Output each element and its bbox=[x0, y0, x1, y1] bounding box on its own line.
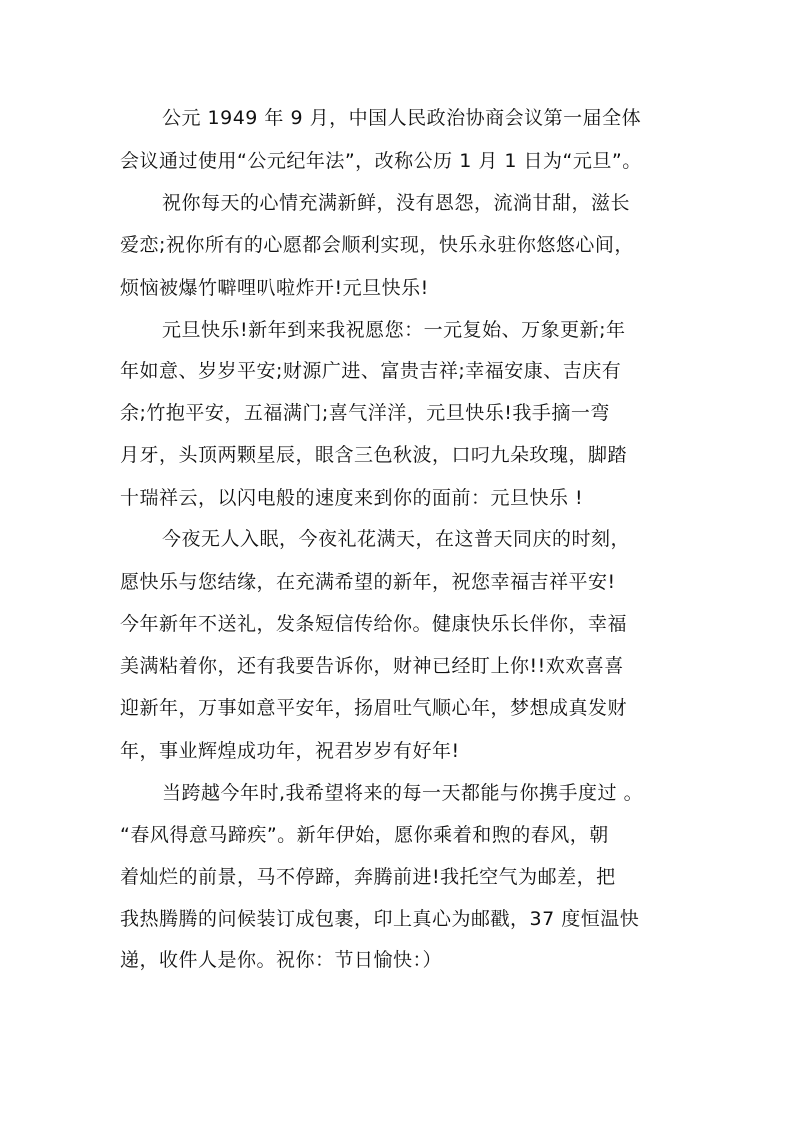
paragraph-4-line-4: 美满粘着你，还有我要告诉你，财神已经盯上你!!欢欢喜喜 bbox=[120, 655, 624, 677]
paragraph-5-line-5: 递，收件人是你。祝你：节日愉快：） bbox=[120, 949, 443, 971]
paragraph-5-line-3: 着灿烂的前景，马不停蹄，奔腾前进!我托空气为邮差，把 bbox=[120, 866, 616, 888]
paragraph-4-line-5: 迎新年，万事如意平安年，扬眉吐气顺心年，梦想成真发财 bbox=[120, 697, 628, 719]
paragraph-4-line-1: 今夜无人入眠，今夜礼花满天，在这普天同庆的时刻， bbox=[162, 528, 631, 550]
paragraph-2-line-1: 祝你每天的心情充满新鲜，没有恩怨，流淌甘甜，滋长 bbox=[162, 192, 631, 214]
paragraph-4-line-3: 今年新年不送礼，发条短信传给你。健康快乐长伴你，幸福 bbox=[120, 613, 628, 635]
paragraph-5-line-2: “春风得意马蹄疾”。新年伊始，愿你乘着和煦的春风，朝 bbox=[120, 824, 609, 846]
paragraph-3-line-5: 十瑞祥云，以闪电般的速度来到你的面前：元旦快乐 ! bbox=[120, 487, 584, 509]
paragraph-2-line-3: 烦恼被爆竹噼哩叭啦炸开!元旦快乐! bbox=[120, 277, 429, 299]
paragraph-5-line-4: 我热腾腾的问候装订成包裹，印上真心为邮戳，37 度恒温快 bbox=[120, 908, 640, 930]
paragraph-5-line-1: 当跨越今年时,我希望将来的每一天都能与你携手度过 。 bbox=[162, 782, 644, 804]
paragraph-2-line-2: 爱恋;祝你所有的心愿都会顺利实现，快乐永驻你悠悠心间， bbox=[120, 234, 634, 256]
paragraph-1-line-1: 公元 1949 年 9 月，中国人民政治协商会议第一届全体 bbox=[162, 107, 642, 129]
paragraph-3-line-1: 元旦快乐!新年到来我祝愿您：一元复始、万象更新;年 bbox=[162, 319, 626, 341]
paragraph-3-line-2: 年如意、岁岁平安;财源广进、富贵吉祥;幸福安康、吉庆有 bbox=[120, 360, 622, 382]
paragraph-4-line-2: 愿快乐与您结缘，在充满希望的新年，祝您幸福吉祥平安! bbox=[120, 571, 616, 593]
paragraph-1-line-2: 会议通过使用“公元纪年法”，改称公历 1 月 1 日为“元旦”。 bbox=[120, 150, 642, 172]
paragraph-3-line-4: 月牙，头顶两颗星辰，眼含三色秋波，口叼九朵玫瑰，脚踏 bbox=[120, 444, 628, 466]
paragraph-4-line-6: 年，事业辉煌成功年，祝君岁岁有好年! bbox=[120, 740, 460, 762]
paragraph-3-line-3: 余;竹抱平安，五福满门;喜气洋洋，元旦快乐!我手摘一弯 bbox=[120, 402, 610, 424]
